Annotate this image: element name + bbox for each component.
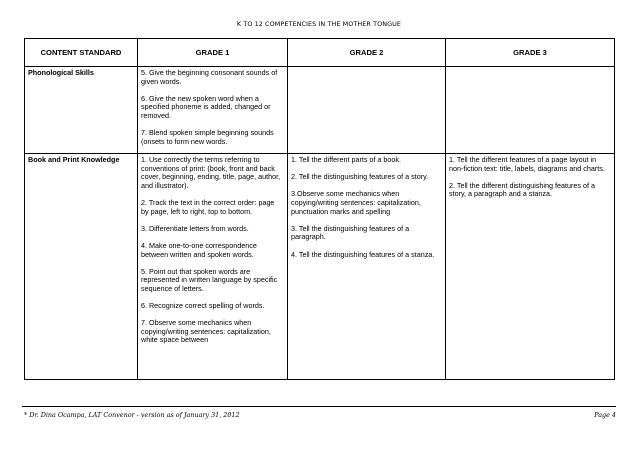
header-grade-1: GRADE 1 bbox=[138, 39, 288, 67]
competency-item: 7. Observe some mechanics when copying/writing sentences: capitalization, white space between bbox=[141, 318, 271, 345]
footer-divider bbox=[22, 406, 616, 407]
grade2-cell bbox=[288, 67, 446, 154]
competency-item: 2. Tell the distinguishing features of a story. bbox=[291, 172, 429, 182]
competency-item: 5. Give the beginning consonant sounds of given words. bbox=[141, 68, 278, 86]
competency-item: 4. Tell the distinguishing features of a stanza. bbox=[291, 249, 435, 259]
competencies-table bbox=[24, 38, 615, 380]
table-row bbox=[25, 154, 615, 380]
table-header-row bbox=[25, 39, 615, 67]
competency-item: 2. Track the text in the correct order: page by page, left to right, top to bottom. bbox=[141, 197, 275, 216]
competency-item: 1. Tell the different parts of a book. bbox=[291, 155, 402, 164]
competency-item: 1. Use correctly the terms referring to conventions of print: (book, front and back cover, beginning, ending, title, page, author, and illustrator). bbox=[141, 155, 281, 190]
competency-item: 4. Make one-to-one correspondence between written and spoken words. bbox=[141, 240, 257, 259]
competency-item: 6. Recognize correct spelling of words. bbox=[141, 301, 265, 311]
content-standard-cell: Book and Print Knowledge bbox=[25, 154, 138, 380]
grade3-cell bbox=[446, 67, 615, 154]
header-grade-2: GRADE 2 bbox=[288, 39, 446, 67]
table-row bbox=[25, 67, 615, 154]
competency-item: 2. Tell the different distinguishing features of a story, a paragraph and a stanza. bbox=[449, 180, 595, 199]
competency-item: 7. Blend spoken simple beginning sounds (onsets to form new words. bbox=[141, 128, 274, 146]
content-standard-cell: Phonological Skills bbox=[25, 67, 138, 154]
grade1-cell bbox=[138, 154, 288, 380]
competency-item: 5. Point out that spoken words are represented in written language by specific sequence of letters. bbox=[141, 266, 278, 293]
grade1-cell bbox=[138, 67, 288, 154]
competency-item: 1. Tell the different features of a page layout in non-fiction text: title, labels, diagrams and charts. bbox=[449, 155, 605, 173]
competency-item: 3.Observe some mechanics when copying/writing sentences: capitalization, punctuation marks and spelling bbox=[291, 189, 421, 216]
grade3-cell bbox=[446, 154, 615, 380]
document-title: K TO 12 COMPETENCIES IN THE MOTHER TONGUE bbox=[236, 20, 402, 28]
footer-credit: * Dr. Dina Ocampa, LAT Convenor - version as of January 31, 2012 bbox=[24, 411, 240, 419]
header-grade-3: GRADE 3 bbox=[446, 39, 615, 67]
competency-item: 3. Tell the distinguishing features of a paragraph. bbox=[291, 223, 410, 242]
page-number: Page 4 bbox=[594, 411, 616, 419]
header-content-standard: CONTENT STANDARD bbox=[25, 39, 138, 67]
grade2-cell bbox=[288, 154, 446, 380]
competency-item: 3. Differentiate letters from words. bbox=[141, 223, 249, 233]
competency-item: 6. Give the new spoken word when a specified phoneme is added, changed or removed. bbox=[141, 93, 271, 120]
